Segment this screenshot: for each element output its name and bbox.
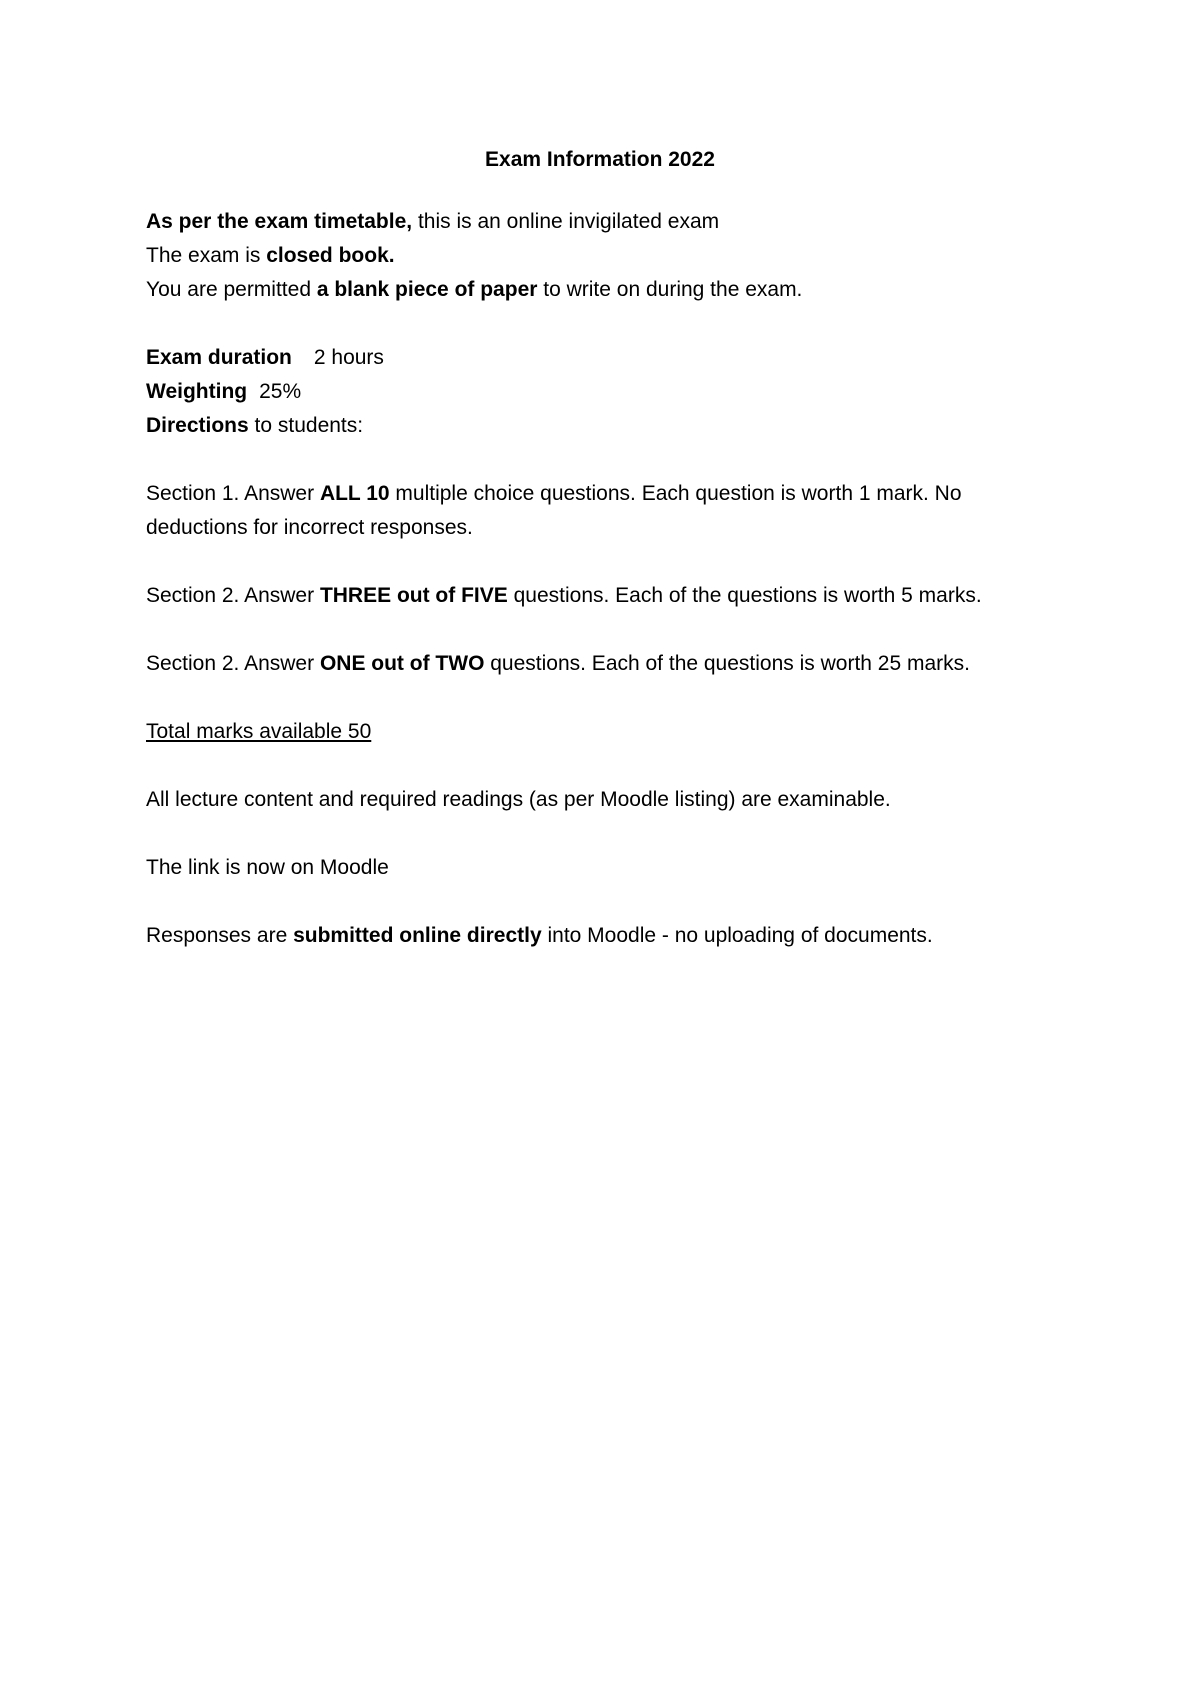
document-title: Exam Information 2022 (485, 148, 715, 171)
weighting-label: Weighting (146, 380, 248, 403)
section-2-bold-text: THREE out of FIVE (319, 584, 508, 607)
section-1-line (146, 477, 1046, 511)
paper-pre-text: You are permitted (146, 278, 317, 301)
closed-book-pre-text: The exam is (146, 244, 267, 267)
section-3-line (146, 647, 1046, 681)
duration-label: Exam duration (146, 346, 292, 369)
section-1-pre-text: Section 1. Answer (146, 482, 320, 505)
section-1-line-2-text: deductions for incorrect responses. (146, 516, 473, 539)
directions-line (146, 409, 1046, 443)
section-2-line (146, 579, 1046, 613)
exam-duration-line (146, 341, 1046, 375)
section-1-line-2 (146, 511, 1046, 545)
section-2-pre-text: Section 2. Answer (146, 584, 320, 607)
directions-label: Directions (146, 414, 249, 437)
examinable-text: All lecture content and required readings (as per Moodle listing) are examinable. (146, 788, 891, 811)
section-2-post-text: questions. Each of the questions is worth 5 marks. (507, 584, 982, 607)
timetable-bold-text: As per the exam timetable, (146, 210, 413, 233)
section-1-bold-text: ALL 10 (319, 482, 390, 505)
section-3-post-text: questions. Each of the questions is worth 25 marks. (484, 652, 970, 675)
paper-post-text: to write on during the exam. (537, 278, 803, 301)
weighting-line (146, 375, 1046, 409)
responses-pre-text: Responses are (146, 924, 294, 947)
paper-bold-text: a blank piece of paper (316, 278, 538, 301)
intro-paper-line (146, 273, 1046, 307)
section-3-bold-text: ONE out of TWO (319, 652, 485, 675)
link-note-text: The link is now on Moodle (146, 856, 389, 879)
total-marks-text: Total marks available 50 (146, 720, 372, 743)
intro-closed-book-line (146, 239, 1046, 273)
weighting-value: 25% (259, 380, 302, 403)
examinable-line (146, 783, 1046, 817)
duration-value: 2 hours (313, 346, 384, 369)
link-note-line (146, 851, 1046, 885)
responses-post-text: into Moodle - no uploading of documents. (541, 924, 933, 947)
timetable-text: this is an online invigilated exam (412, 210, 720, 233)
intro-timetable-line (146, 205, 1046, 239)
closed-book-bold-text: closed book. (266, 244, 395, 267)
total-marks-line (146, 715, 1046, 749)
responses-line (146, 919, 1046, 953)
directions-text: to students: (248, 414, 364, 437)
section-1-post-text: multiple choice questions. Each question is worth 1 mark. No (389, 482, 962, 505)
responses-bold-text: submitted online directly (293, 924, 542, 947)
section-3-pre-text: Section 2. Answer (146, 652, 320, 675)
